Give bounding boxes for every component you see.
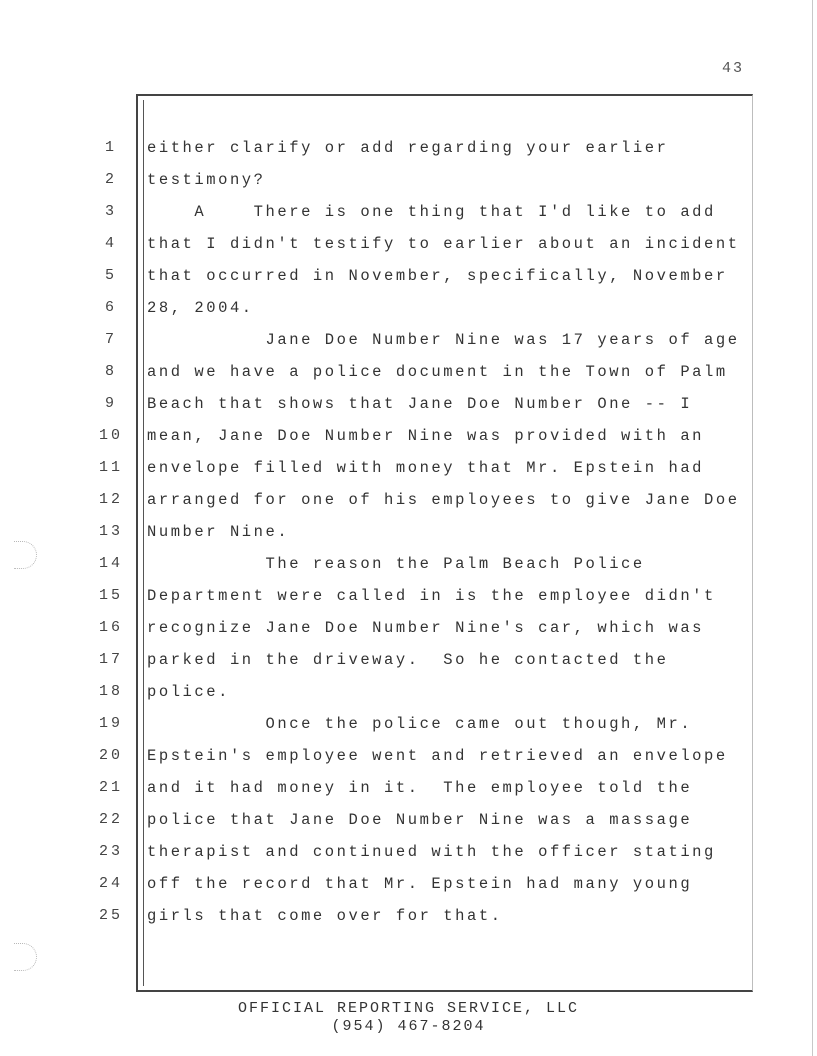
line-text: mean, Jane Doe Number Nine was provided with an [147,427,705,445]
line-text: arranged for one of his employees to give Jane Doe [147,491,740,509]
line-number: 22 [98,811,123,828]
line-text: police. [147,683,230,701]
transcript-line [0,811,817,843]
transcript-line [0,907,817,939]
transcript-line [0,715,817,747]
line-number: 10 [98,427,123,444]
line-text: Jane Doe Number Nine was 17 years of age [147,331,740,349]
line-text: parked in the driveway. So he contacted the [147,651,669,669]
transcript-line [0,363,817,395]
line-number: 16 [98,619,123,636]
line-text: therapist and continued with the officer stating [147,843,716,861]
line-number: 18 [98,683,123,700]
line-text: testimony? [147,171,266,189]
line-number: 2 [104,171,117,188]
line-text: recognize Jane Doe Number Nine's car, which was [147,619,705,637]
transcript-line [0,459,817,491]
line-number: 20 [98,747,123,764]
line-text: Department were called in is the employee didn't [147,587,716,605]
line-number: 4 [104,235,117,252]
line-text: that occurred in November, specifically, November [147,267,728,285]
line-text: police that Jane Doe Number Nine was a massage [147,811,693,829]
transcript-line [0,427,817,459]
transcript-line [0,619,817,651]
line-number: 24 [98,875,123,892]
binder-hole-mark-icon [14,943,37,971]
transcript-line [0,523,817,555]
line-text: that I didn't testify to earlier about an incident [147,235,740,253]
footer-phone-number: (954) 467-8204 [331,1018,486,1035]
line-text: either clarify or add regarding your earlier [147,139,669,157]
line-text: and it had money in it. The employee told the [147,779,693,797]
line-number: 13 [98,523,123,540]
footer-company-name: OFFICIAL REPORTING SERVICE, LLC [237,1000,580,1017]
transcript-line [0,235,817,267]
line-number: 9 [104,395,117,412]
transcript-line [0,395,817,427]
line-text: envelope filled with money that Mr. Epstein had [147,459,705,477]
transcript-line [0,491,817,523]
transcript-line [0,843,817,875]
line-number: 21 [98,779,123,796]
transcript-line [0,555,817,587]
line-number: 19 [98,715,123,732]
transcript-line [0,299,817,331]
transcript-line [0,203,817,235]
line-text: Beach that shows that Jane Doe Number One -- I [147,395,693,413]
line-number: 14 [98,555,123,572]
line-text: Epstein's employee went and retrieved an envelope [147,747,728,765]
line-number: 15 [98,587,123,604]
line-text: Number Nine. [147,523,290,541]
transcript-line [0,139,817,171]
transcript-line [0,875,817,907]
transcript-line [0,779,817,811]
line-number: 12 [98,491,123,508]
transcript-line [0,331,817,363]
line-number: 3 [104,203,117,220]
line-text: Once the police came out though, Mr. [147,715,693,733]
line-number: 23 [98,843,123,860]
line-text: and we have a police document in the Town of Palm [147,363,728,381]
transcript-line [0,747,817,779]
line-number: 5 [104,267,117,284]
line-number: 7 [104,331,117,348]
transcript-line [0,267,817,299]
page-number: 43 [722,60,745,77]
line-text: off the record that Mr. Epstein had many young [147,875,693,893]
transcript-line [0,587,817,619]
line-text: 28, 2004. [147,299,254,317]
line-number: 6 [104,299,117,316]
line-number: 11 [98,459,123,476]
line-number: 25 [98,907,123,924]
line-text: The reason the Palm Beach Police [147,555,645,573]
line-number: 8 [104,363,117,380]
line-text: A There is one thing that I'd like to add [147,203,716,221]
transcript-line [0,171,817,203]
transcript-line [0,651,817,683]
line-number: 17 [98,651,123,668]
line-text: girls that come over for that. [147,907,503,925]
line-number: 1 [104,139,117,156]
transcript-line [0,683,817,715]
